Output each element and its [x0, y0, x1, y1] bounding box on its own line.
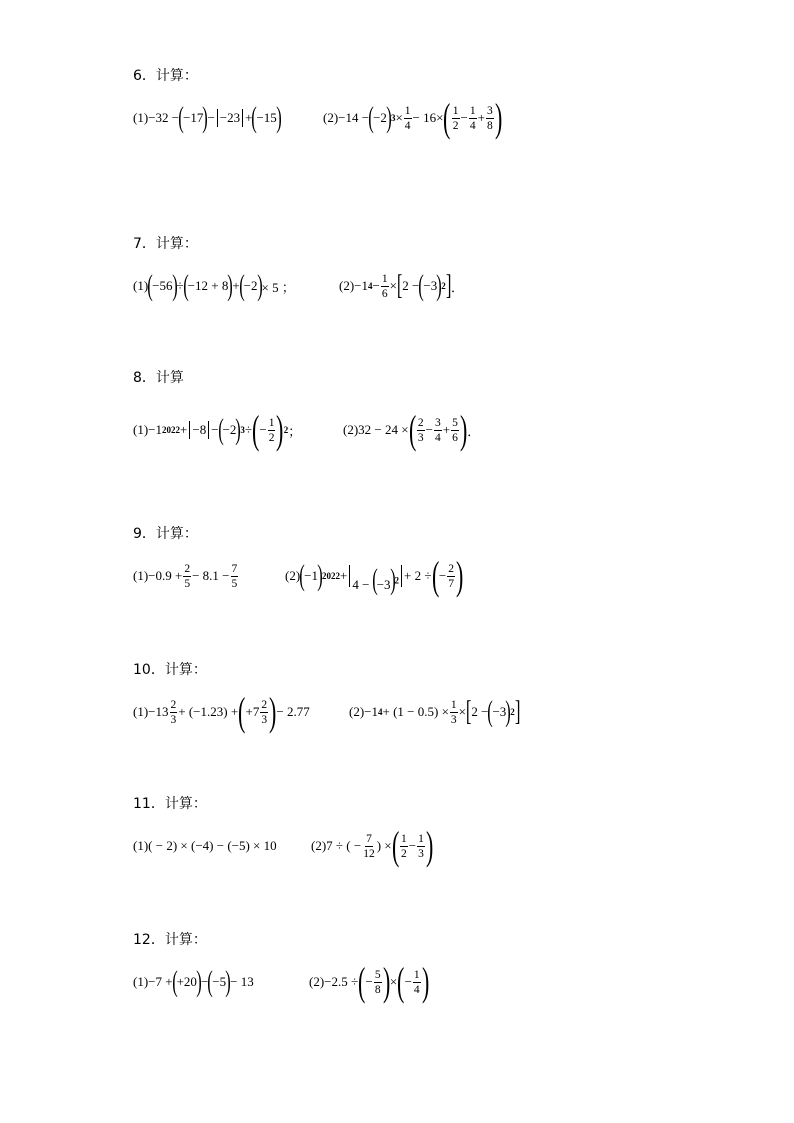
problem-heading: 6．计算： — [133, 68, 198, 84]
expression-1: (1) −0.9 + $\frac{2}{5}$ − 8.1 − $\frac{7}{5}$ — [133, 562, 238, 590]
problem-heading: 9．计算： — [133, 526, 198, 542]
expression-2: (2) −2.5 ÷ ( − $\frac{5}{8}$ ) × ( − $\frac{1}{4}$ ) — [309, 959, 429, 1004]
expression-1: (1) −7 + ( +20 ) − ( −5 ) − 13 — [133, 965, 254, 998]
expression-2: (2) 32 − 24 × ( $\frac{2}{3}$ − $\frac{3}{4}$ + $\frac{5}{6}$ ) ． — [343, 407, 481, 452]
expression-2: (2) 7 ÷ ( − $\frac{7}{12}$ ) × ( $\frac{1}{2}$ − $\frac{1}{3}$ ) — [311, 823, 434, 868]
expression-label: (1) — [133, 422, 149, 437]
problem-heading: 11．计算： — [133, 796, 207, 812]
expression-label: (1) — [133, 838, 149, 853]
expression-label: (1) — [133, 974, 149, 989]
expression-1: (1) −1 2022 + −8 − ( −2 ) 3 ÷ ( − $\frac{1}{2}$ ) 2 ； — [133, 407, 302, 452]
problem-6 — [133, 68, 733, 144]
expression-label: (1) — [133, 704, 149, 719]
expression-label: (2) — [343, 422, 359, 437]
expression-label: (2) — [309, 974, 325, 989]
expression-2: (2) −1 4 + (1 − 0.5) × $\frac{1}{3}$ × [ 2 − ( −3 ) 2 ] — [349, 695, 521, 728]
expression-2: (2) −14 − ( −2 ) 3 × $\frac{1}{4}$ − 16× ( $\frac{1}{2}$ − $\frac{1}{4}$ + $\frac{3}{8}$ ) — [323, 95, 503, 140]
expression-label: (2) — [311, 838, 327, 853]
problem-7 — [133, 236, 733, 312]
expression-label: (2) — [285, 568, 301, 583]
expression-1: (1) ( − 2) × (−4) − (−5) × 10 — [133, 838, 277, 853]
expression-1: (1) ( −56 ) ÷ ( −12 + 8 ) + ( −2 ) × 5 ； — [133, 269, 295, 302]
problem-heading: 8．计算 — [133, 370, 184, 386]
expression-label: (1) — [133, 278, 149, 293]
problem-11 — [133, 796, 733, 872]
problem-heading: 7．计算： — [133, 236, 198, 252]
problem-9 — [133, 526, 733, 602]
expression-label: (2) — [323, 110, 339, 125]
expression-1: (1) −13 $\frac{2}{3}$ + (−1.23) + ( +7 $\frac{2}{3}$ ) − 2.77 — [133, 689, 310, 734]
problem-heading: 12．计算： — [133, 932, 207, 948]
expression-label: (2) — [349, 704, 365, 719]
expression-label: (1) — [133, 110, 149, 125]
problem-heading: 10．计算： — [133, 662, 207, 678]
problem-12 — [133, 932, 733, 1008]
expression-2: (2) ( −1 ) 2022 + $4 - (-3)^2$ + 2 ÷ ( − $\frac{2}{7}$ ) — [285, 553, 464, 598]
problem-10 — [133, 662, 733, 738]
problem-8 — [133, 370, 733, 456]
expression-label: (1) — [133, 568, 149, 583]
expression-1: (1) −32 − ( −17 ) − −23 + ( −15 ) — [133, 101, 282, 134]
expression-label: (2) — [339, 278, 355, 293]
expression-2: (2) −1 4 − $\frac{1}{6}$ × [ 2 − ( −3 ) 2 ] ． — [339, 269, 465, 302]
